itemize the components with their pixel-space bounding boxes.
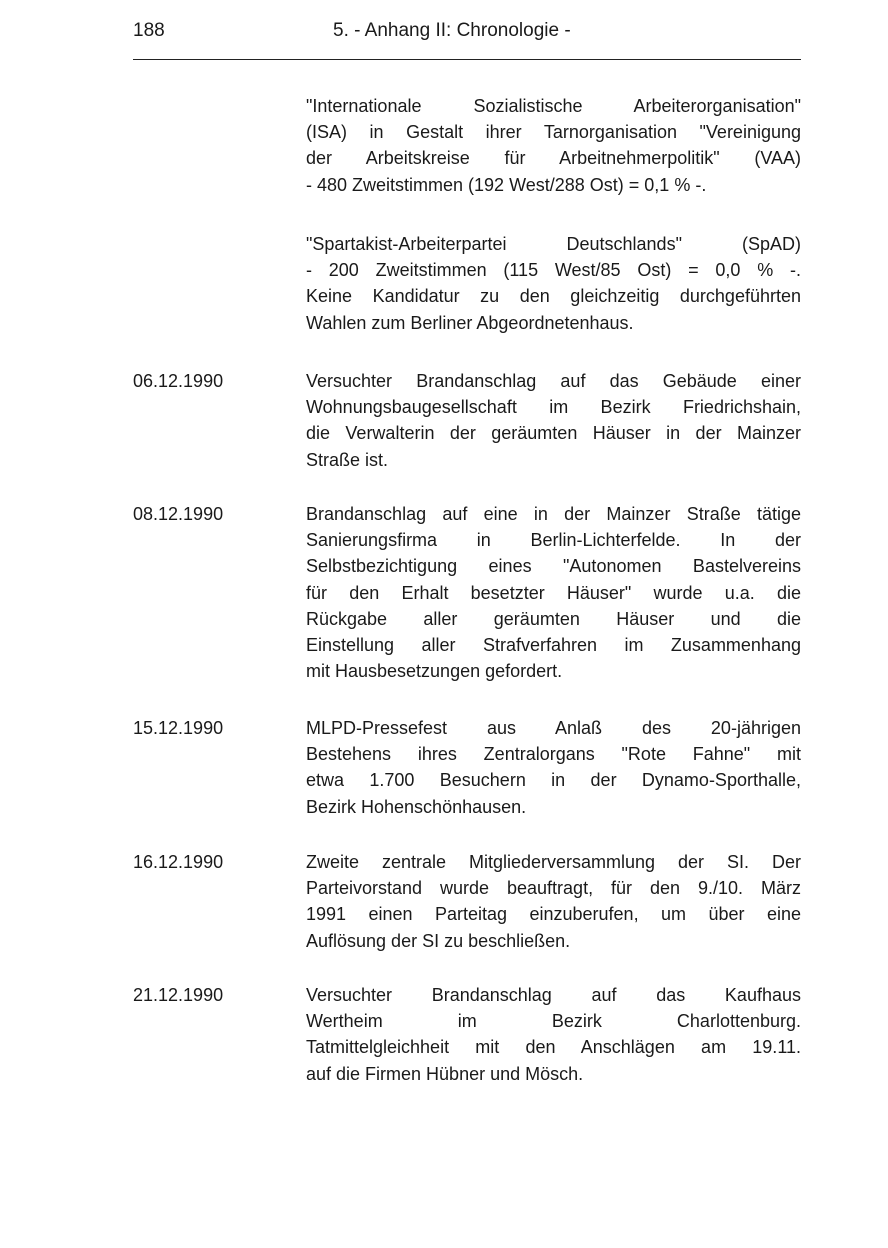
text-line: etwa 1.700 Besuchern in der Dynamo-Sporthalle, [306,770,801,791]
text-line: Brandanschlag auf eine in der Mainzer Straße tätige [306,504,801,524]
text-line: Wohnungsbaugesellschaft im Bezirk Friedrichshain, [306,397,801,418]
text-line: Bestehens ihres Zentralorgans "Rote Fahne" mit [306,744,801,765]
text-line: "Spartakist-Arbeiterpartei Deutschlands" (SpAD) [306,234,801,254]
text-line: Parteivorstand wurde beauftragt, für den 9./10. März [306,878,801,899]
entry-paragraph [306,231,801,336]
text-line: Auflösung der SI zu beschließen. [306,930,571,951]
text-line: auf die Firmen Hübner und Mösch. [306,1063,584,1084]
text-line: Versuchter Brandanschlag auf das Kaufhaus [306,985,801,1005]
text-line: 1991 einen Parteitag einzuberufen, um über eine [306,904,801,925]
entry-date: 21.12.1990 [133,985,224,1005]
text-line: Bezirk Hohenschönhausen. [306,796,527,817]
text-line: Zweite zentrale Mitgliederversammlung der SI. Der [306,852,801,872]
header-rule [133,59,801,60]
text-line: MLPD-Pressefest aus Anlaß des 20-jährigen [306,718,801,738]
text-line: Versuchter Brandanschlag auf das Gebäude einer [306,371,801,391]
entry-paragraph [306,93,801,198]
text-line: Selbstbezichtigung eines "Autonomen Bastelvereins [306,556,801,577]
text-line: für den Erhalt besetzter Häuser" wurde u.a. die [306,582,801,603]
entry-date: 06.12.1990 [133,371,224,391]
text-line: Einstellung aller Strafverfahren im Zusammenhang [306,635,801,656]
entry-paragraph [306,982,801,1087]
text-line: der Arbeitskreise für Arbeitnehmerpolitik" (VAA) [306,148,801,169]
entry-paragraph [306,715,801,820]
entry-paragraph [306,849,801,954]
text-line: - 200 Zweitstimmen (115 West/85 Ost) = 0,0 % -. [306,260,801,281]
text-line: mit Hausbesetzungen gefordert. [306,661,563,682]
text-line: Wertheim im Bezirk Charlottenburg. [306,1011,801,1032]
text-line: "Internationale Sozialistische Arbeiterorganisation" [306,96,801,116]
entry-paragraph [306,368,801,473]
page-number: 188 [133,20,165,41]
text-line: Straße ist. [306,449,389,470]
text-line: Keine Kandidatur zu den gleichzeitig durchgeführten [306,286,801,307]
entry-date: 15.12.1990 [133,718,224,738]
text-line: - 480 Zweitstimmen (192 West/288 Ost) = 0,1 % -. [306,174,707,195]
text-line: Rückgabe aller geräumten Häuser und die [306,608,801,629]
text-line: die Verwalterin der geräumten Häuser in der Mainzer [306,423,801,444]
text-line: Sanierungsfirma in Berlin-Lichterfelde. In der [306,530,801,551]
entry-paragraph [306,501,801,684]
running-head: 5. - Anhang II: Chronologie - [333,20,571,41]
text-line: Wahlen zum Berliner Abgeordnetenhaus. [306,312,634,333]
text-line: Tatmittelgleichheit mit den Anschlägen am 19.11. [306,1037,801,1058]
entry-date: 08.12.1990 [133,504,224,524]
entry-date: 16.12.1990 [133,852,224,872]
text-line: (ISA) in Gestalt ihrer Tarnorganisation "Vereinigung [306,122,801,143]
